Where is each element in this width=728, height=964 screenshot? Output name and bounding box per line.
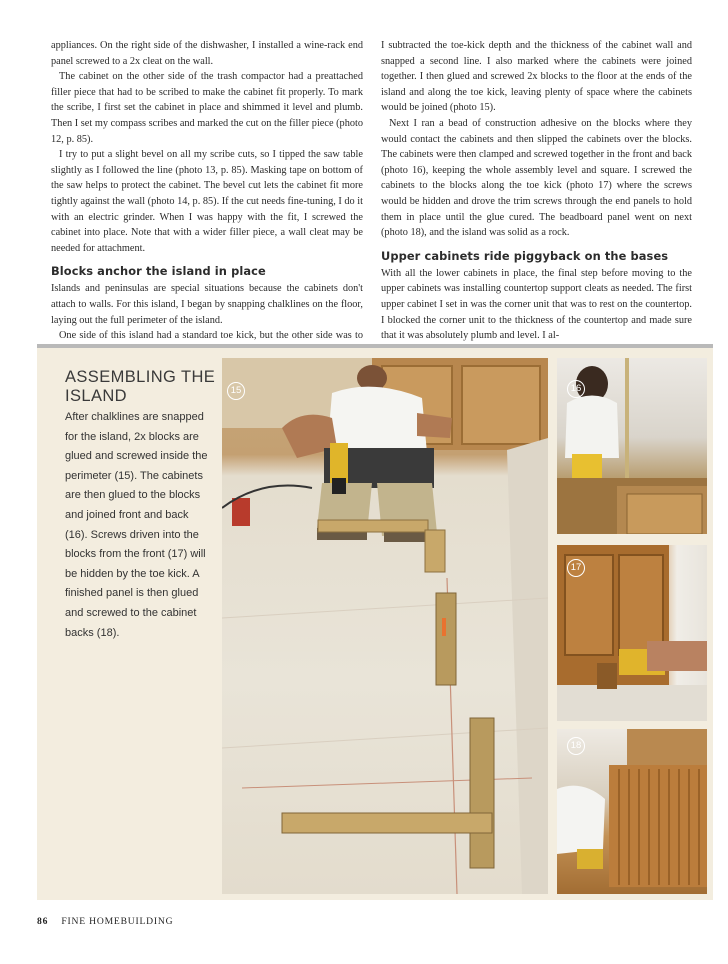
article-paragraph: appliances. On the right side of the dishwasher, I installed a wine-rack end panel screwed to a 2x cleat on the wall. <box>51 40 363 67</box>
sidebar-top-rule <box>37 344 713 348</box>
photo-16-joining-cabinets <box>557 358 707 534</box>
photo-15-installing-blocks <box>222 358 548 894</box>
article-paragraph: I try to put a slight bevel on all my scribe cuts, so I tipped the saw table slightly as I followed the line (photo 13, p. 85). Masking tape on bottom of the saw helps to protect the cabinet. The bevel cut lets the cabinet fit more tightly against the wall (photo 14, p. 85). If the cut needs fine-tuning, I do it with an electric grinder. When I was happy with the fit, I screwed the cabinet into place. Note that with a wider filler piece, a wall cleat may be needed for attachment. <box>51 149 363 254</box>
photo-17-toe-kick-screws <box>557 545 707 721</box>
sidebar-title-line: ASSEMBLING THE <box>65 368 216 386</box>
page-footer <box>37 916 173 927</box>
photo-number-badge: 16 <box>567 380 585 398</box>
photo-number-badge: 18 <box>567 737 585 755</box>
article-right-column <box>381 38 692 344</box>
sidebar-title-line: ISLAND <box>65 387 128 405</box>
article-paragraph: One side of this island had a standard toe kick, but the other side was to <box>59 330 363 342</box>
article-paragraph: With all the lower cabinets in place, the final step before moving to the upper cabinets was installing countertop support cleats as needed. The first upper cabinet I set in was the corner unit that was to rest on the countertop. I blocked the corner unit to the thickness of the countertop and made sure that it was absolutely plumb and level. I al- <box>381 267 692 342</box>
article-paragraph: The cabinet on the other side of the trash compactor had a preattached filler piece that had to be scribed to make the cabinet fit properly. To mark the scribe, I first set the cabinet in place and shimmed it level and plumb. Then I set my compass scribes and marked the cut on the filler piece (photo 12, p. 85). <box>51 71 363 145</box>
section-heading-blocks: Blocks anchor the island in place <box>51 264 266 279</box>
photo-number-badge: 17 <box>567 559 585 577</box>
section-heading-upper-cabinets: Upper cabinets ride piggyback on the bases <box>381 248 669 263</box>
publication-name: FINE HOMEBUILDING <box>61 916 174 927</box>
article-left-column <box>51 38 363 359</box>
photo-15-illustration <box>222 358 548 894</box>
page-number: 86 <box>37 916 49 927</box>
sidebar-title <box>65 368 225 406</box>
article-paragraph: Islands and peninsulas are special situations because the cabinets don't attach to walls. For this island, I began by snapping chalklines on the floor, laying out the full perimeter of the island. <box>51 283 363 326</box>
article-paragraph: I subtracted the toe-kick depth and the thickness of the cabinet wall and snapped a second line. I also marked where the cabinets were joined together. I then glued and screwed 2x blocks to the floor at the ends of the island and along the toe kick, leaving plenty of space where the cabinets would be joined (photo 15). <box>381 40 692 114</box>
sidebar-caption: After chalklines are snapped for the island, 2x blocks are glued and screwed inside the perimeter (15). The cabinets are then glued to the blocks and joined front and back (16). Screws driven into the blocks from the front (17) will be hidden by the toe kick. A finished panel is then glued and screwed to the cabinet backs (18). <box>65 411 208 639</box>
article-paragraph: Next I ran a bead of construction adhesive on the blocks where they would contact the cabinets and then slipped the cabinets over the blocks. The cabinets were then clamped and screwed together in the front and back (photo 16), keeping the whole assembly level and square. I screwed the cabinets to the blocks along the toe kick (photo 17) where the screws would be hidden and drove the trim screws through the end panels to hold them in place until the glue cured. The beadboard panel went on next (photo 18), and the island was solid as a rock. <box>381 117 692 239</box>
photo-18-beadboard-panel <box>557 729 707 894</box>
photo-number-badge: 15 <box>227 382 245 400</box>
